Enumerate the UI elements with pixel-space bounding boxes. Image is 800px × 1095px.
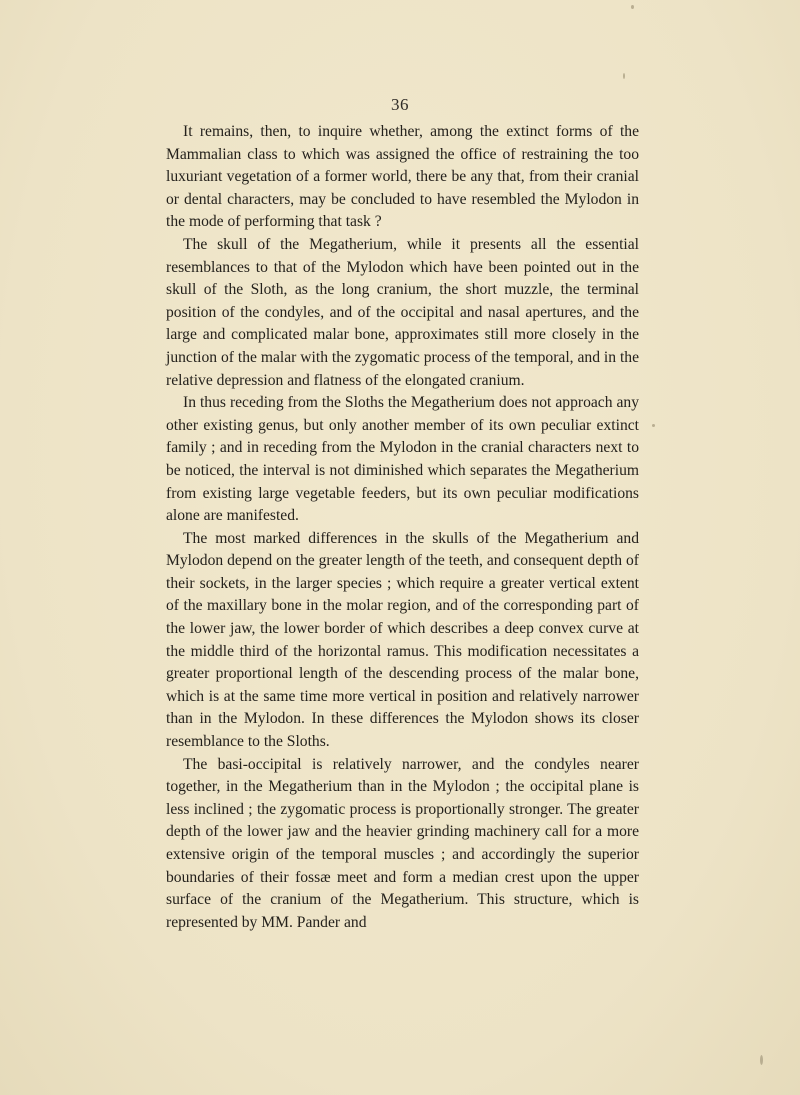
paragraph: The skull of the Megatherium, while it presents all the essential resemblances to that of the Mylodon which have been pointed out in the skull of the Sloth, as the long cranium, the short muzzle, the terminal position of the condyles, and of the occipital and nasal apertures, and the large and complicated malar bone, approximates still more closely in the junction of the malar with the zygomatic process of the temporal, and in the relative depression and flatness of the elongated cranium.: [166, 235, 639, 389]
paper-speck: [652, 424, 655, 427]
paragraph: The most marked differences in the skulls of the Megatherium and Mylodon depend on the greater length of the teeth, and consequent depth of their sockets, in the larger species ; which require a greater vertical extent of the maxillary bone in the molar region, and of the corresponding part of the lower jaw, the lower border of which describes a deep convex curve at the middle third of the horizontal ramus. This modification necessitates a greater proportional length of the descending process of the malar bone, which is at the same time more vertical in position and relatively narrower than in the Mylodon. In these differences the Mylodon shows its closer resemblance to the Sloths.: [166, 529, 639, 751]
paragraph: It remains, then, to inquire whether, among the extinct forms of the Mammalian class to which was assigned the office of restraining the too luxuriant vegetation of a former world, there be any that, from their cranial or dental characters, may be concluded to have resembled the Mylodon in the mode of performing that task ?: [166, 123, 639, 231]
paper-speck: [631, 5, 634, 9]
page-number: 36: [391, 95, 409, 114]
body-text: [166, 121, 639, 934]
paper-speck: [760, 1055, 763, 1065]
paragraph: In thus receding from the Sloths the Megatherium does not approach any other existing genus, but only another member of its own peculiar extinct family ; and in receding from the Mylodon in the cranial characters next to be noticed, the interval is not diminished which separates the Megatherium from existing large vegetable feeders, but its own peculiar modifications alone are manifested.: [166, 394, 639, 525]
paragraph: The basi-occipital is relatively narrower, and the condyles nearer together, in the Megatherium than in the Mylodon ; the occipital plane is less inclined ; the zygomatic process is proportionally stronger. The greater depth of the lower jaw and the heavier grinding machinery call for a more extensive origin of the temporal muscles ; and accordingly the superior boundaries of their fossæ meet and form a median crest upon the upper surface of the cranium of the Megatherium. This structure, which is represented by MM. Pander and: [166, 755, 639, 931]
paper-speck: [623, 73, 625, 79]
